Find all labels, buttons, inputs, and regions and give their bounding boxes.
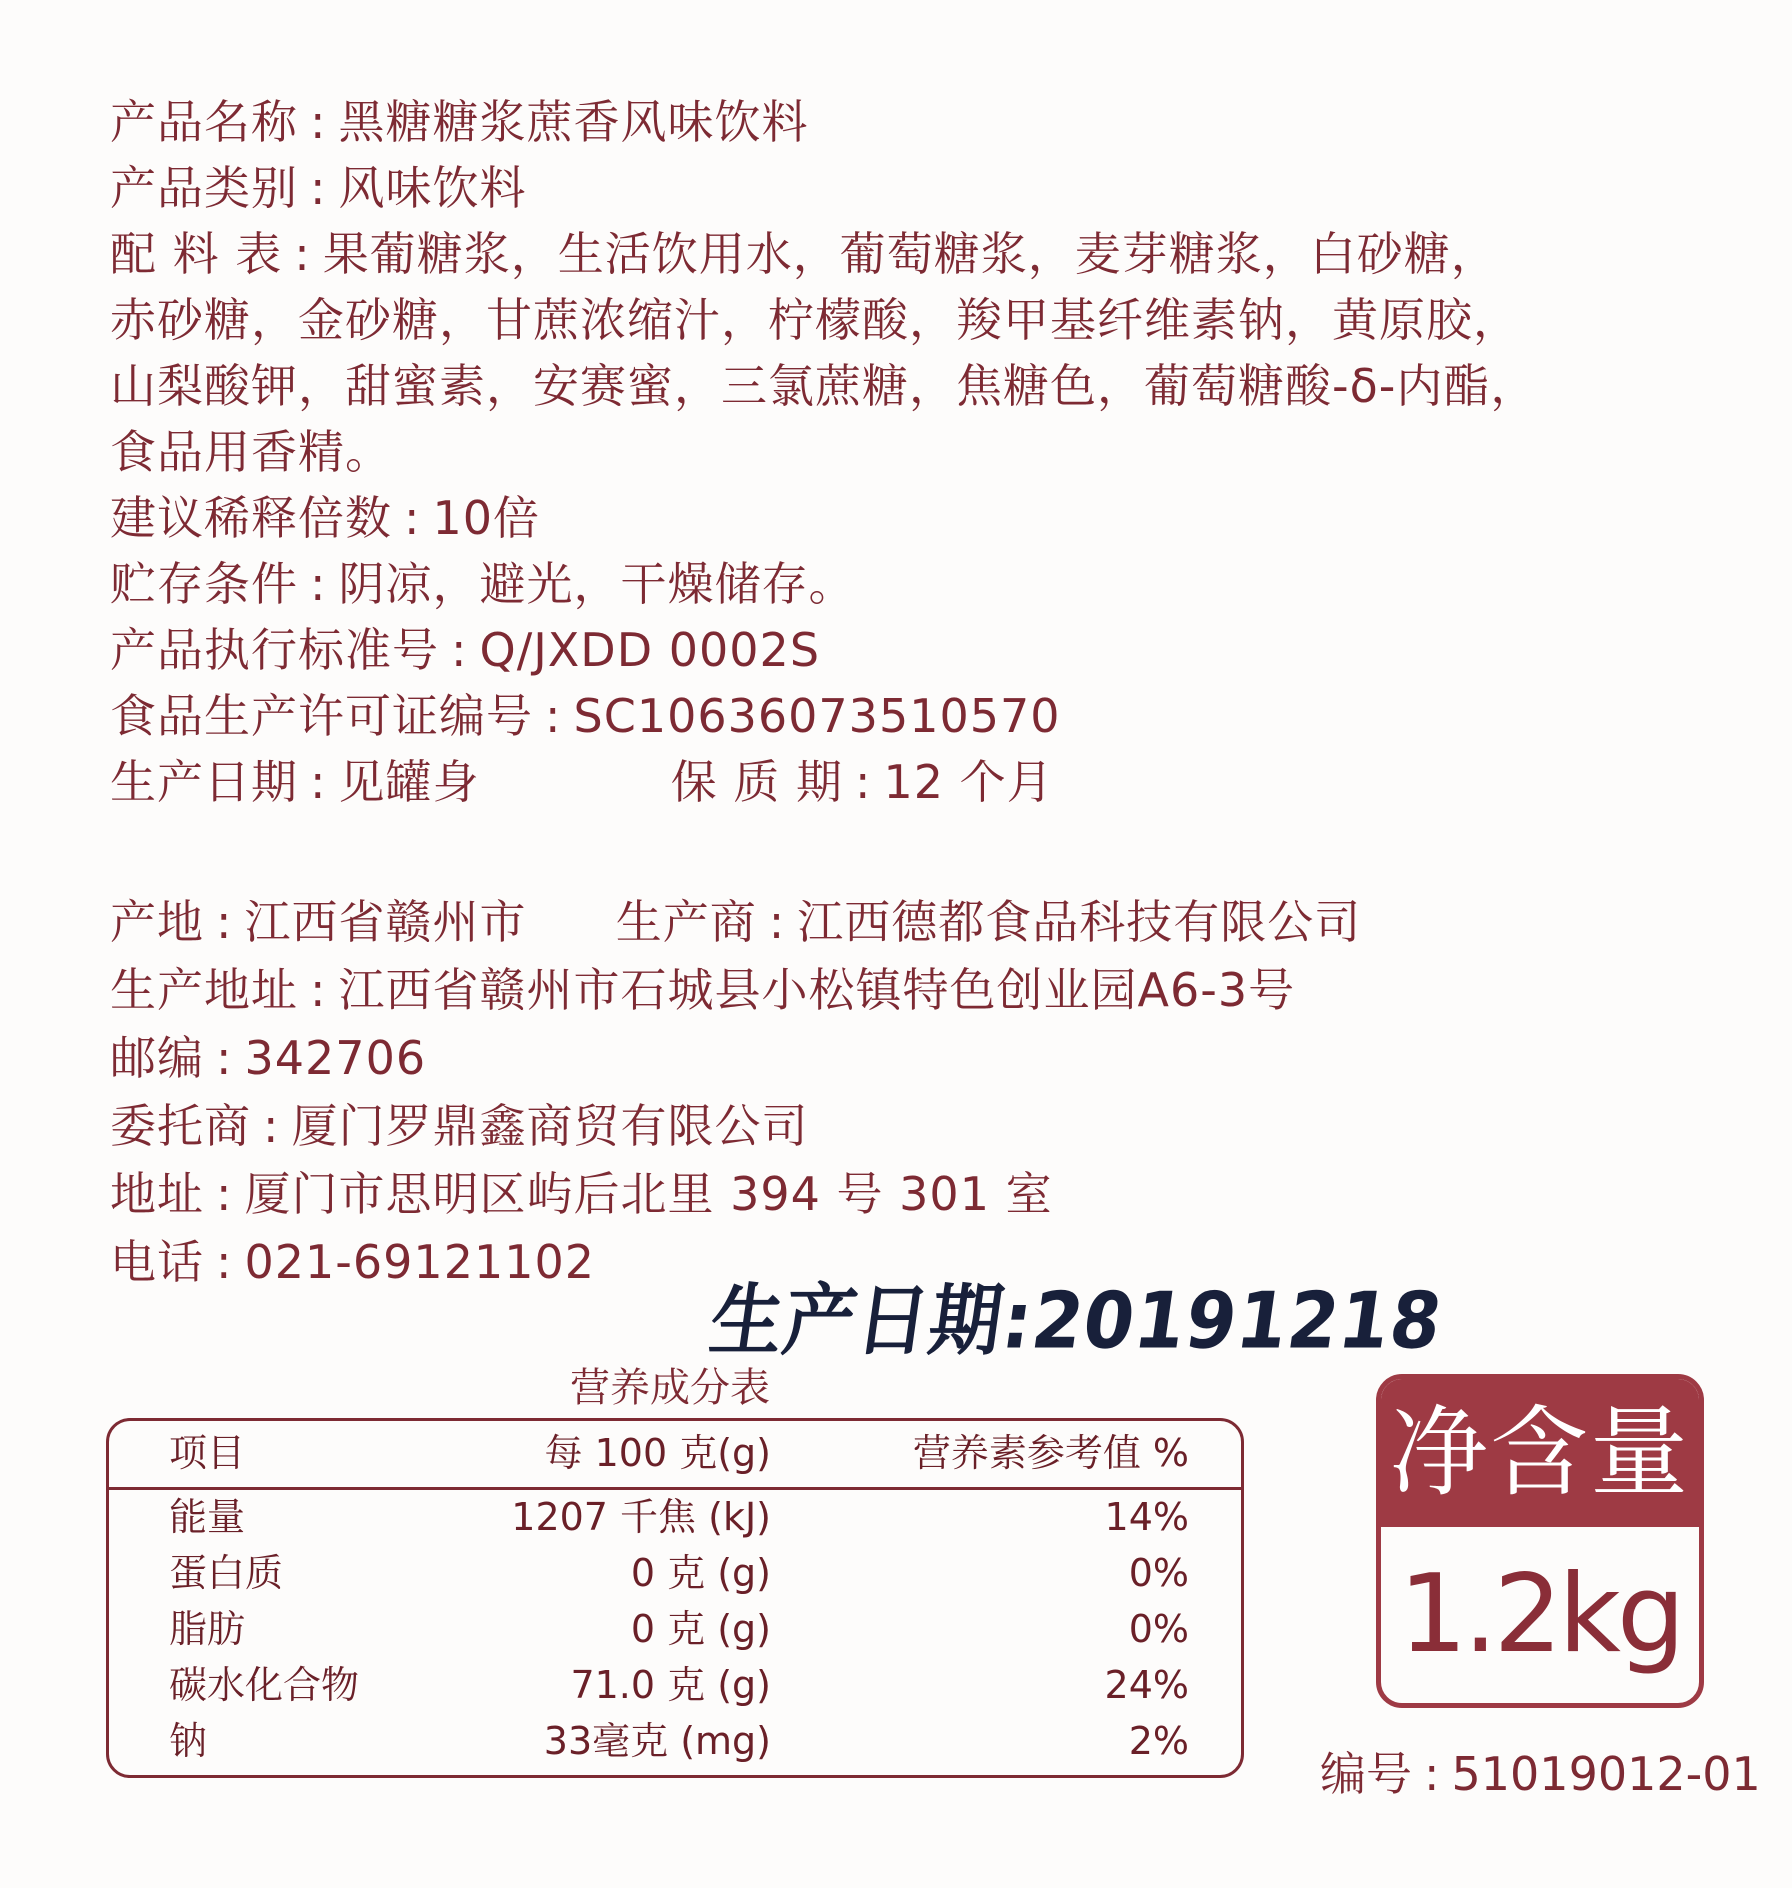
license-label: 食品生产许可证编号 (110, 689, 533, 743)
nutrition-cell: 0 克 (g) (630, 1607, 771, 1651)
shelf-life-value: 12 个月 (883, 755, 1054, 809)
category-label: 产品类别 (110, 161, 298, 215)
nutrition-cell: 14% (1104, 1495, 1189, 1539)
prod-date-label: 生产日期 (110, 755, 298, 809)
nutrition-cell: 33毫克 (mg) (543, 1719, 771, 1763)
nutrition-cell: 脂肪 (169, 1607, 246, 1651)
producer-value: 江西德都食品科技有限公司 (797, 895, 1362, 949)
ingredients-line-3-row (110, 356, 1537, 416)
client-address-row: 地址 : 厦门市思明区屿后北里 394 号 301 室 (110, 1167, 1053, 1221)
ingredients-label: 配 料 表 (110, 227, 283, 281)
phone-row: 电话 : 021-69121102 (110, 1235, 596, 1289)
nutrition-cell: 71.0 克 (g) (570, 1663, 771, 1707)
license-value: SC10636073510570 (573, 689, 1061, 743)
serial-code-value: 51019012-01 (1451, 1747, 1761, 1801)
origin-label: 产地 (110, 895, 204, 949)
postcode-row: 邮编 : 342706 (110, 1031, 427, 1085)
nutrition-cell: 能量 (169, 1495, 246, 1539)
category-row: 产品类别 : 风味饮料 (110, 161, 527, 215)
postcode-value: 342706 (244, 1031, 427, 1085)
ingredients-line-4-row (110, 422, 392, 482)
ingredients-line-2: 赤砂糖，金砂糖，甘蔗浓缩汁，柠檬酸，羧甲基纤维素钠，黄原胶， (110, 293, 1520, 347)
phone-label: 电话 (110, 1235, 204, 1289)
net-content-label: 净含量 (1381, 1379, 1699, 1527)
production-date-stamp: 生产日期:20191218 (704, 1275, 1449, 1366)
storage-label: 贮存条件 (110, 557, 298, 611)
nutrition-title: 营养成分表 (570, 1365, 770, 1411)
origin-value: 江西省赣州市 (244, 895, 527, 949)
product-name-value: 黑糖糖浆蔗香风味饮料 (338, 95, 809, 149)
nutrition-cell: 2% (1128, 1719, 1189, 1763)
client-label: 委托商 (110, 1099, 251, 1153)
nutrition-cell: 钠 (169, 1719, 208, 1763)
product-name-label: 产品名称 (110, 95, 298, 149)
nutrition-header-item: 项目 (169, 1431, 246, 1475)
ingredients-line-2-row (110, 290, 1520, 350)
client-value: 厦门罗鼎鑫商贸有限公司 (291, 1099, 809, 1153)
nutrition-cell: 24% (1104, 1663, 1189, 1707)
postcode-label: 邮编 (110, 1031, 204, 1085)
nutrition-header-nrv: 营养素参考值 % (912, 1431, 1189, 1475)
standard-row: 产品执行标准号 : Q/JXDD 0002S (110, 623, 821, 677)
category-value: 风味饮料 (338, 161, 527, 215)
net-content-badge (1376, 1374, 1704, 1708)
nutrition-header-per100: 每 100 克(g) (544, 1431, 771, 1475)
ingredients-line-1: 果葡糖浆，生活饮用水，葡萄糖浆，麦芽糖浆，白砂糖， (322, 227, 1498, 281)
client-address-value: 厦门市思明区屿后北里 394 号 301 室 (244, 1167, 1053, 1221)
origin-producer-row: 产地 : 江西省赣州市 生产商 : 江西德都食品科技有限公司 (110, 895, 1362, 949)
address-label: 生产地址 (110, 963, 298, 1017)
standard-value: Q/JXDD 0002S (479, 623, 821, 677)
date-shelf-row: 生产日期 : 见罐身 保 质 期 : 12 个月 (110, 755, 1054, 809)
prod-date-value: 见罐身 (338, 755, 480, 809)
serial-code: 编号 : 51019012-01 (1320, 1747, 1761, 1801)
license-row: 食品生产许可证编号 : SC10636073510570 (110, 689, 1061, 743)
nutrition-table (106, 1418, 1244, 1778)
nutrition-cell: 0 克 (g) (630, 1551, 771, 1595)
storage-row: 贮存条件 : 阴凉，避光，干燥储存。 (110, 557, 856, 611)
client-address-label: 地址 (110, 1167, 204, 1221)
shelf-life-label: 保 质 期 (670, 755, 843, 809)
nutrition-cell: 蛋白质 (169, 1551, 284, 1595)
ingredients-row: 配 料 表 : 果葡糖浆，生活饮用水，葡萄糖浆，麦芽糖浆，白砂糖， (110, 227, 1498, 281)
nutrition-cell: 碳水化合物 (169, 1663, 360, 1707)
client-row: 委托商 : 厦门罗鼎鑫商贸有限公司 (110, 1099, 809, 1153)
standard-label: 产品执行标准号 (110, 623, 439, 677)
net-content-value: 1.2kg (1398, 1552, 1682, 1677)
product-name-row: 产品名称 : 黑糖糖浆蔗香风味饮料 (110, 95, 809, 149)
nutrition-cell: 0% (1128, 1607, 1189, 1651)
producer-label: 生产商 (615, 895, 757, 949)
nutrition-header-row (109, 1421, 1241, 1490)
nutrition-cell: 1207 千焦 (kJ) (511, 1495, 771, 1539)
address-row: 生产地址 : 江西省赣州市石城县小松镇特色创业园A6-3号 (110, 963, 1296, 1017)
dilution-value: 10倍 (432, 491, 541, 545)
ingredients-line-4: 食品用香精。 (110, 425, 392, 479)
address-value: 江西省赣州市石城县小松镇特色创业园A6-3号 (338, 963, 1296, 1017)
dilution-row: 建议稀释倍数 : 10倍 (110, 491, 541, 545)
phone-value: 021-69121102 (244, 1235, 596, 1289)
serial-code-label: 编号 (1320, 1747, 1412, 1801)
nutrition-cell: 0% (1128, 1551, 1189, 1595)
ingredients-line-3: 山梨酸钾，甜蜜素，安赛蜜，三氯蔗糖，焦糖色，葡萄糖酸-δ-内酯， (110, 359, 1538, 413)
dilution-label: 建议稀释倍数 (110, 491, 392, 545)
storage-value: 阴凉，避光，干燥储存。 (338, 557, 856, 611)
